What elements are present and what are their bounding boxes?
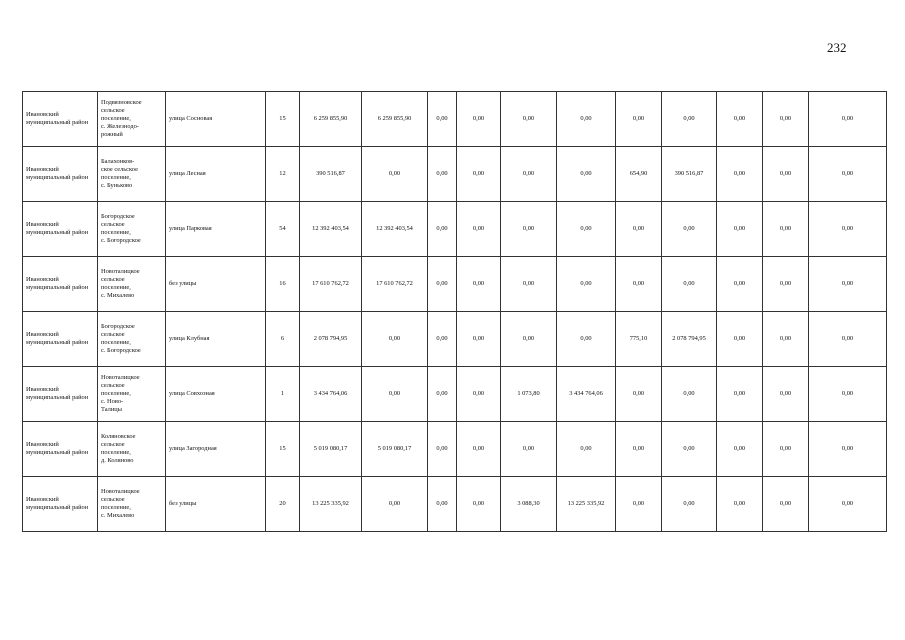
district-cell: Ивановский муниципальный район [23, 422, 98, 477]
value-cell: 0,00 [616, 202, 662, 257]
value-cell: 1 073,80 [501, 367, 557, 422]
value-cell: 0,00 [428, 202, 457, 257]
value-cell: 0,00 [763, 202, 809, 257]
value-cell: 0,00 [717, 202, 763, 257]
value-cell: 0,00 [501, 92, 557, 147]
value-cell: 0,00 [428, 312, 457, 367]
count-cell: 54 [266, 202, 300, 257]
district-cell: Ивановский муниципальный район [23, 202, 98, 257]
value-cell: 0,00 [809, 92, 887, 147]
table-row [23, 257, 887, 312]
value-cell: 0,00 [428, 477, 457, 532]
value-cell: 0,00 [501, 422, 557, 477]
district-cell: Ивановский муниципальный район [23, 257, 98, 312]
value-cell: 17 610 762,72 [362, 257, 428, 312]
count-cell: 15 [266, 422, 300, 477]
value-cell: 0,00 [428, 147, 457, 202]
district-cell: Ивановский муниципальный район [23, 147, 98, 202]
value-cell: 0,00 [457, 147, 501, 202]
table-row [23, 202, 887, 257]
value-cell: 0,00 [616, 422, 662, 477]
value-cell: 390 516,87 [662, 147, 717, 202]
settlement-cell: Богородское сельское поселение, с. Богородское [98, 202, 166, 257]
count-cell: 12 [266, 147, 300, 202]
value-cell: 0,00 [662, 202, 717, 257]
value-cell: 2 078 794,95 [662, 312, 717, 367]
value-cell: 0,00 [809, 202, 887, 257]
street-cell: без улицы [166, 477, 266, 532]
value-cell: 13 225 335,92 [557, 477, 616, 532]
value-cell: 3 434 764,06 [300, 367, 362, 422]
value-cell: 390 516,87 [300, 147, 362, 202]
value-cell: 0,00 [717, 422, 763, 477]
value-cell: 0,00 [557, 147, 616, 202]
value-cell: 0,00 [717, 367, 763, 422]
value-cell: 12 392 403,54 [300, 202, 362, 257]
value-cell: 3 434 764,06 [557, 367, 616, 422]
value-cell: 0,00 [362, 367, 428, 422]
settlement-cell: Коляновское сельское поселение, д. Коляново [98, 422, 166, 477]
value-cell: 0,00 [763, 257, 809, 312]
value-cell: 6 259 855,90 [300, 92, 362, 147]
value-cell: 0,00 [616, 92, 662, 147]
district-cell: Ивановский муниципальный район [23, 92, 98, 147]
value-cell: 775,10 [616, 312, 662, 367]
settlement-cell: Балахонков- ское сельское поселение, с. Буньково [98, 147, 166, 202]
value-cell: 0,00 [457, 367, 501, 422]
value-cell: 2 078 794,95 [300, 312, 362, 367]
value-cell: 0,00 [501, 257, 557, 312]
settlement-cell: Богородское сельское поселение, с. Богородское [98, 312, 166, 367]
value-cell: 0,00 [428, 367, 457, 422]
value-cell: 0,00 [809, 147, 887, 202]
value-cell: 0,00 [662, 477, 717, 532]
value-cell: 0,00 [457, 312, 501, 367]
value-cell: 13 225 335,92 [300, 477, 362, 532]
value-cell: 0,00 [763, 422, 809, 477]
street-cell: улица Загородная [166, 422, 266, 477]
value-cell: 0,00 [763, 477, 809, 532]
count-cell: 20 [266, 477, 300, 532]
value-cell: 0,00 [557, 312, 616, 367]
value-cell: 0,00 [457, 477, 501, 532]
value-cell: 0,00 [809, 312, 887, 367]
value-cell: 0,00 [362, 312, 428, 367]
value-cell: 0,00 [616, 477, 662, 532]
table-row [23, 477, 887, 532]
value-cell: 17 610 762,72 [300, 257, 362, 312]
value-cell: 0,00 [763, 147, 809, 202]
street-cell: улица Совхозная [166, 367, 266, 422]
value-cell: 0,00 [557, 92, 616, 147]
value-cell: 0,00 [662, 257, 717, 312]
street-cell: без улицы [166, 257, 266, 312]
value-cell: 5 019 080,17 [362, 422, 428, 477]
count-cell: 1 [266, 367, 300, 422]
settlement-cell: Новоталицкое сельское поселение, с. Михалево [98, 477, 166, 532]
table-row [23, 367, 887, 422]
value-cell: 0,00 [362, 477, 428, 532]
count-cell: 15 [266, 92, 300, 147]
street-cell: улица Сосновая [166, 92, 266, 147]
value-cell: 0,00 [809, 422, 887, 477]
value-cell: 0,00 [763, 92, 809, 147]
count-cell: 16 [266, 257, 300, 312]
value-cell: 0,00 [557, 422, 616, 477]
value-cell: 0,00 [501, 147, 557, 202]
value-cell: 0,00 [809, 477, 887, 532]
value-cell: 0,00 [717, 312, 763, 367]
street-cell: улица Парковая [166, 202, 266, 257]
value-cell: 0,00 [763, 312, 809, 367]
value-cell: 0,00 [457, 422, 501, 477]
value-cell: 5 019 080,17 [300, 422, 362, 477]
table-row [23, 92, 887, 147]
value-cell: 0,00 [457, 202, 501, 257]
street-cell: улица Лесная [166, 147, 266, 202]
district-cell: Ивановский муниципальный район [23, 477, 98, 532]
value-cell: 0,00 [428, 92, 457, 147]
page-number: 232 [827, 40, 847, 55]
settlement-cell: Новоталицкое сельское поселение, с. Ново- Талицы [98, 367, 166, 422]
table-row [23, 312, 887, 367]
district-cell: Ивановский муниципальный район [23, 367, 98, 422]
value-cell: 0,00 [717, 477, 763, 532]
value-cell: 3 088,30 [501, 477, 557, 532]
value-cell: 0,00 [717, 92, 763, 147]
settlement-cell: Новоталицкое сельское поселение, с. Михалево [98, 257, 166, 312]
street-cell: улица Клубная [166, 312, 266, 367]
value-cell: 0,00 [616, 257, 662, 312]
district-cell: Ивановский муниципальный район [23, 312, 98, 367]
value-cell: 654,90 [616, 147, 662, 202]
value-cell: 6 259 855,90 [362, 92, 428, 147]
value-cell: 0,00 [809, 257, 887, 312]
value-cell: 0,00 [616, 367, 662, 422]
value-cell: 0,00 [501, 312, 557, 367]
value-cell: 0,00 [717, 147, 763, 202]
value-cell: 12 392 403,54 [362, 202, 428, 257]
value-cell: 0,00 [557, 202, 616, 257]
value-cell: 0,00 [809, 367, 887, 422]
value-cell: 0,00 [557, 257, 616, 312]
value-cell: 0,00 [457, 92, 501, 147]
registry-table [22, 91, 887, 532]
value-cell: 0,00 [428, 257, 457, 312]
value-cell: 0,00 [662, 367, 717, 422]
value-cell: 0,00 [362, 147, 428, 202]
value-cell: 0,00 [457, 257, 501, 312]
value-cell: 0,00 [662, 92, 717, 147]
value-cell: 0,00 [428, 422, 457, 477]
value-cell: 0,00 [662, 422, 717, 477]
settlement-cell: Подвязновское сельское поселение, с. Железнодо- рожный [98, 92, 166, 147]
table-row [23, 147, 887, 202]
value-cell: 0,00 [717, 257, 763, 312]
table-body [23, 92, 887, 532]
count-cell: 6 [266, 312, 300, 367]
value-cell: 0,00 [501, 202, 557, 257]
table-row [23, 422, 887, 477]
value-cell: 0,00 [763, 367, 809, 422]
